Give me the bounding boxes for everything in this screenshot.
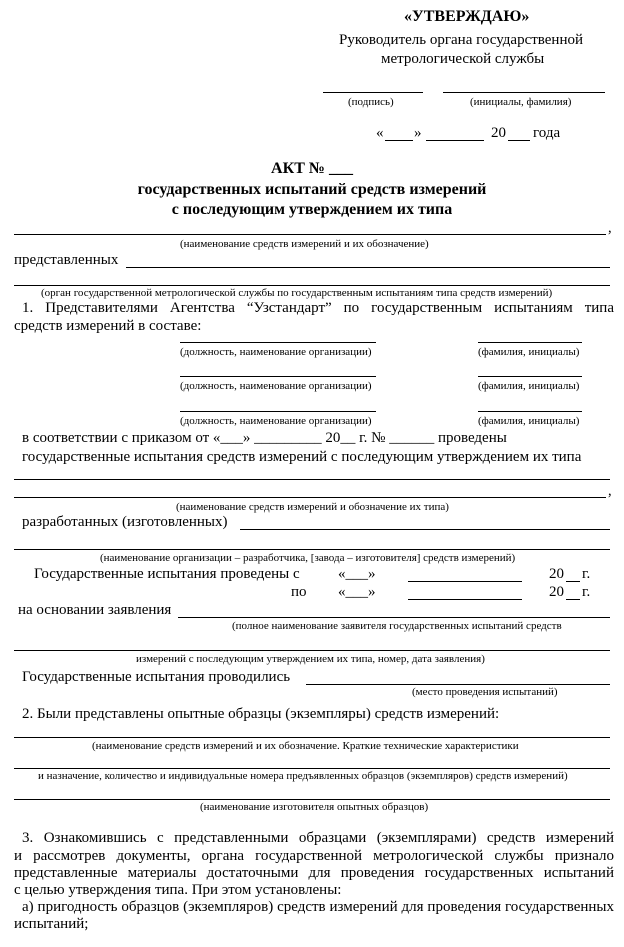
- org-line[interactable]: [14, 285, 610, 286]
- approval-title: «УТВЕРЖДАЮ»: [404, 8, 530, 25]
- maker-caption: (наименование изготовителя опытных образцов): [200, 801, 429, 813]
- approval-year-line[interactable]: [508, 140, 530, 141]
- tests-to-month-line[interactable]: [408, 599, 522, 600]
- place-caption: (место проведения испытаний): [412, 686, 558, 698]
- signature-line[interactable]: [323, 92, 423, 93]
- org-caption: (орган государственной метрологической службы по государственным испытаниям типа средств измерений): [41, 287, 553, 299]
- basis-label: на основании заявления: [18, 602, 172, 618]
- tests-from-year-line[interactable]: [566, 581, 580, 582]
- approval-month-line[interactable]: [426, 140, 484, 141]
- samples-caption-2: и назначение, количество и индивидуальные номера предъявленных образцов (экземпляров) средств измерений): [38, 770, 568, 782]
- act-subtitle-2: с последующим утверждением их типа: [171, 201, 453, 218]
- member2-name-caption: (фамилия, инициалы): [478, 380, 580, 392]
- initials-caption: (инициалы, фамилия): [470, 96, 572, 108]
- p3-line4: с целью утверждения типа. При этом установлены:: [14, 882, 342, 898]
- member3-name-caption: (фамилия, инициалы): [478, 415, 580, 427]
- order-line-a: в соответствии с приказом от «___» _________ 20__ г. № ______ проведены: [22, 430, 507, 446]
- si-name-line[interactable]: [14, 234, 606, 235]
- member2-position-line[interactable]: [180, 376, 376, 377]
- order-line-b: государственные испытания средств измерений с последующим утверждением их типа: [22, 449, 582, 465]
- p1-line1: 1. Представителями Агентства “Узстандарт” по государственным испытаниям типа: [22, 300, 614, 316]
- member1-name-line[interactable]: [478, 342, 582, 343]
- tests-from-label: Государственные испытания проведены с: [34, 566, 300, 582]
- p3-line3: представленные материалы достаточными для проведения государственных испытаний: [14, 865, 614, 881]
- member1-position-caption: (должность, наименование организации): [180, 346, 372, 358]
- p3-line2: и рассмотрев документы, органа государственной метрологической службы признало: [14, 848, 614, 864]
- act-subtitle-1: государственных испытаний средств измерений: [137, 181, 487, 198]
- initials-line[interactable]: [443, 92, 605, 93]
- p1-line2: средств измерений в составе:: [14, 318, 202, 334]
- tests-from-year: 20: [549, 566, 564, 582]
- samples-line-2[interactable]: [14, 768, 610, 769]
- si-name-caption: (наименование средств измерений и их обозначение): [180, 238, 429, 250]
- developed-line[interactable]: [240, 529, 610, 530]
- developer-caption: (наименование организации – разработчика, [завода – изготовителя] средств измерений): [100, 552, 516, 564]
- tests-place-label: Государственные испытания проводились: [22, 669, 291, 685]
- approval-year-suffix: года: [533, 125, 561, 141]
- tests-to-year-line[interactable]: [566, 599, 580, 600]
- approval-role-line1: Руководитель органа государственной: [339, 32, 584, 48]
- si-type-line-1[interactable]: [14, 479, 610, 480]
- member1-name-caption: (фамилия, инициалы): [478, 346, 580, 358]
- signature-caption: (подпись): [348, 96, 394, 108]
- approval-role-line2: метрологической службы: [381, 51, 545, 67]
- presented-label: представленных: [14, 252, 119, 268]
- member2-name-line[interactable]: [478, 376, 582, 377]
- si-type-line-2[interactable]: [14, 497, 606, 498]
- si-type-caption: (наименование средств измерений и обозначение их типа): [176, 501, 449, 513]
- approval-year-prefix: 20: [491, 125, 506, 141]
- developer-line[interactable]: [14, 549, 610, 550]
- si-name-comma: ,: [608, 220, 612, 236]
- approval-date-open: «: [376, 125, 384, 141]
- tests-place-line[interactable]: [306, 684, 610, 685]
- member3-position-line[interactable]: [180, 411, 376, 412]
- tests-from-day[interactable]: «___»: [338, 566, 376, 582]
- member3-position-caption: (должность, наименование организации): [180, 415, 372, 427]
- member1-position-line[interactable]: [180, 342, 376, 343]
- applicant-caption: (полное наименование заявителя государственных испытаний средств: [232, 620, 562, 632]
- tests-to-year: 20: [549, 584, 564, 600]
- basis-line[interactable]: [178, 617, 610, 618]
- tests-from-year-g: г.: [582, 566, 591, 582]
- act-title: АКТ № ___: [271, 160, 353, 177]
- p3-line1: 3. Ознакомившись с представленными образцами (экземплярами) средств измерений: [22, 830, 614, 846]
- tests-to-year-g: г.: [582, 584, 591, 600]
- applicant-line[interactable]: [14, 650, 610, 651]
- approval-date-close: »: [414, 125, 422, 141]
- tests-from-month-line[interactable]: [408, 581, 522, 582]
- p3a-line2: испытаний;: [14, 916, 89, 932]
- tests-to-label: по: [291, 584, 307, 600]
- member2-position-caption: (должность, наименование организации): [180, 380, 372, 392]
- samples-line-1[interactable]: [14, 737, 610, 738]
- si-type-comma: ,: [608, 483, 612, 499]
- presented-line[interactable]: [126, 267, 610, 268]
- tests-to-day[interactable]: «___»: [338, 584, 376, 600]
- member3-name-line[interactable]: [478, 411, 582, 412]
- p2: 2. Были представлены опытные образцы (экземпляры) средств измерений:: [22, 706, 500, 722]
- applicant-caption-2: измерений с последующим утверждением их типа, номер, дата заявления): [136, 653, 485, 665]
- developed-label: разработанных (изготовленных): [22, 514, 228, 530]
- p3a-line1: а) пригодность образцов (экземпляров) средств измерений для проведения государственных: [22, 899, 614, 915]
- maker-line[interactable]: [14, 799, 610, 800]
- samples-caption-1: (наименование средств измерений и их обозначение. Краткие технические характеристики: [92, 740, 519, 752]
- approval-day-line[interactable]: [385, 140, 413, 141]
